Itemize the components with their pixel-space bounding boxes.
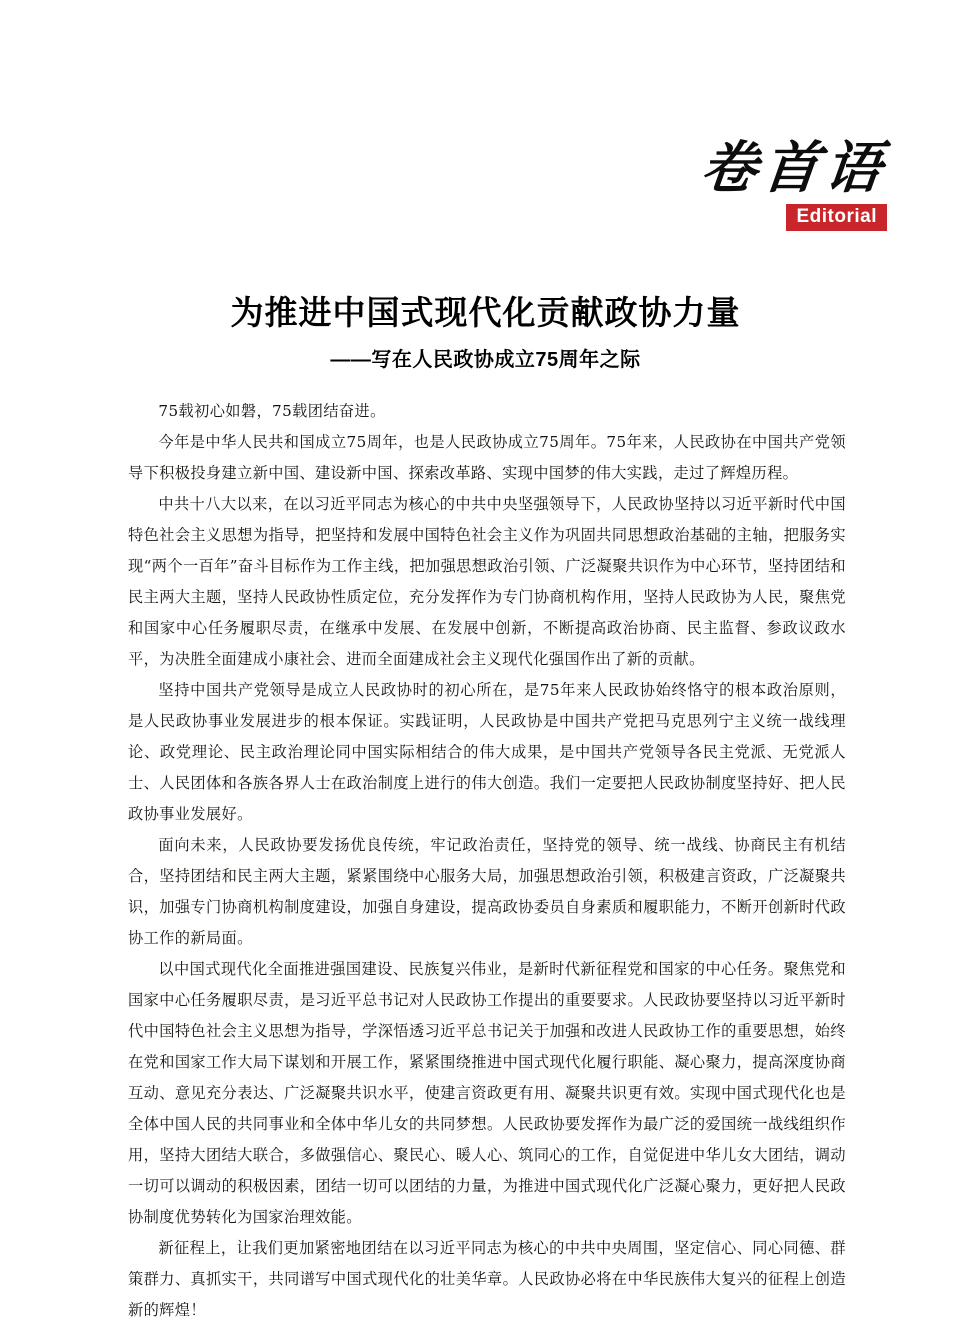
article-paragraph: 新征程上，让我们更加紧密地团结在以习近平同志为核心的中共中央周围，坚定信心、同心同德、群策群力、真抓实干，共同谱写中国式现代化的壮美华章。人民政协必将在中华民族伟大复兴的征程上创造新的辉煌！ bbox=[128, 1239, 846, 1319]
article-paragraph: 75载初心如磐，75载团结奋进。 bbox=[158, 402, 386, 420]
article-paragraph: 以中国式现代化全面推进强国建设、民族复兴伟业，是新时代新征程党和国家的中心任务。聚焦党和国家中心任务履职尽责，是习近平总书记对人民政协工作提出的重要要求。人民政协要坚持以习近平新时代中国特色社会主义思想为指导，学深悟透习近平总书记关于加强和改进人民政协工作的重要思想，始终在党和国家工作大局下谋划和开展工作，紧紧围绕推进中国式现代化履行职能、凝心聚力，提高深度协商互动、意见充分表达、广泛凝聚共识水平，使建言资政更有用、凝聚共识更有效。实现中国式现代化也是全体中国人民的共同事业和全体中华儿女的共同梦想。人民政协要发挥作为最广泛的爱国统一战线组织作用，坚持大团结大联合，多做强信心、聚民心、暖人心、筑同心的工作，自觉促进中华儿女大团结，调动一切可以调动的积极因素，团结一切可以团结的力量，为推进中国式现代化广泛凝心聚力，更好把人民政协制度优势转化为国家治理效能。 bbox=[128, 960, 846, 1226]
editorial-masthead bbox=[657, 135, 891, 231]
article-paragraph: 面向未来，人民政协要发扬优良传统，牢记政治责任，坚持党的领导、统一战线、协商民主有机结合，坚持团结和民主两大主题，紧紧围绕中心服务大局，加强思想政治引领，积极建言资政，广泛凝聚共识，加强专门协商机构制度建设，加强自身建设，提高政协委员自身素质和履职能力，不断开创新时代政协工作的新局面。 bbox=[128, 836, 846, 947]
masthead-chinese-logo: 卷首语 bbox=[697, 135, 891, 201]
article-paragraph: 中共十八大以来，在以习近平同志为核心的中共中央坚强领导下，人民政协坚持以习近平新时代中国特色社会主义思想为指导，把坚持和发展中国特色社会主义作为巩固共同思想政治基础的主轴，把服务实现“两个一百年”奋斗目标作为工作主线，把加强思想政治引领、广泛凝聚共识作为中心环节，坚持团结和民主两大主题，坚持人民政协性质定位，充分发挥作为专门协商机构作用，坚持人民政协为人民，聚焦党和国家中心任务履职尽责，在继承中发展、在发展中创新，不断提高政治协商、民主监督、参政议政水平，为决胜全面建成小康社会、进而全面建成社会主义现代化强国作出了新的贡献。 bbox=[128, 495, 846, 668]
page-subtitle: ——写在人民政协成立75周年之际 bbox=[330, 349, 641, 372]
article-body bbox=[128, 396, 846, 1326]
article-paragraph: 坚持中国共产党领导是成立人民政协时的初心所在，是75年来人民政协始终恪守的根本政治原则，是人民政协事业发展进步的根本保证。实践证明，人民政协是中国共产党把马克思列宁主义统一战线理论、政党理论、民主政治理论同中国实际相结合的伟大成果，是中国共产党领导各民主党派、无党派人士、人民团体和各族各界人士在政治制度上进行的伟大创造。我们一定要把人民政协制度坚持好、把人民政协事业发展好。 bbox=[128, 681, 846, 823]
title-block bbox=[0, 292, 971, 373]
article-paragraph: 今年是中华人民共和国成立75周年，也是人民政协成立75周年。75年来，人民政协在中国共产党领导下积极投身建立新中国、建设新中国、探索改革路、实现中国梦的伟大实践，走过了辉煌历程。 bbox=[128, 433, 846, 482]
page-title: 为推进中国式现代化贡献政协力量 bbox=[230, 293, 741, 332]
masthead-editorial-badge: Editorial bbox=[786, 204, 887, 231]
